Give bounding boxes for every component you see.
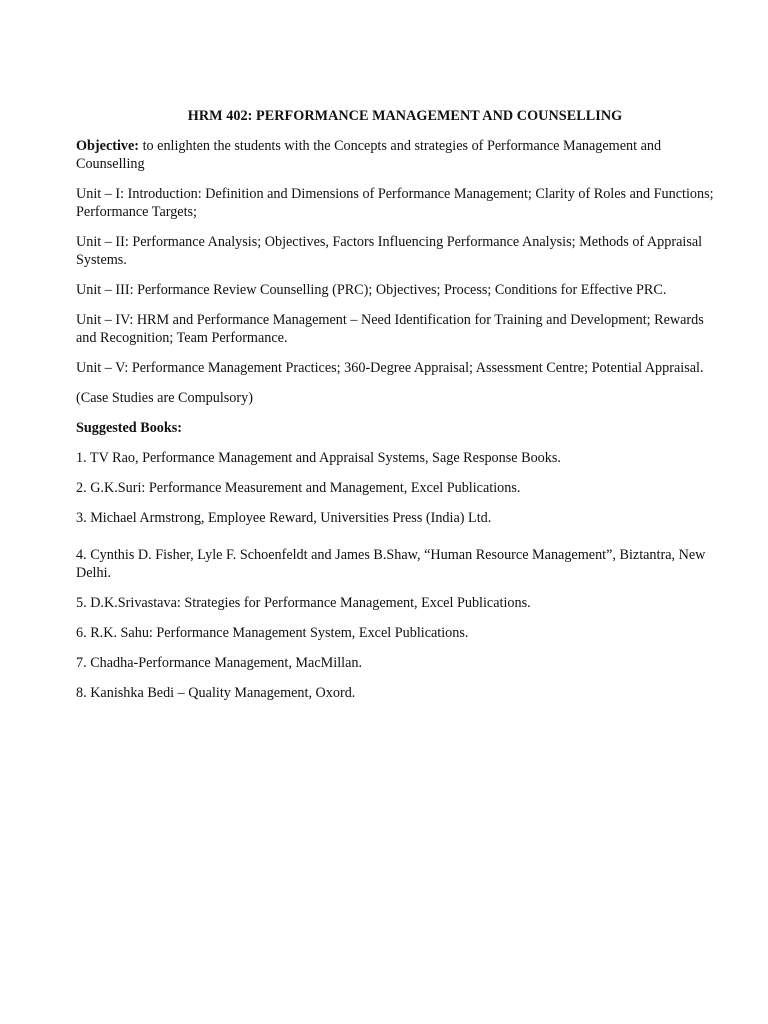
book-3: 3. Michael Armstrong, Employee Reward, Universities Press (India) Ltd.	[76, 510, 492, 526]
book-6: 6. R.K. Sahu: Performance Management System, Excel Publications.	[76, 625, 469, 641]
suggested-books-heading: Suggested Books:	[76, 420, 183, 436]
unit-1: Unit – I: Introduction: Definition and Dimensions of Performance Management; Clarity of Roles and Functions; Performance Targets;	[76, 186, 714, 220]
unit-4: Unit – IV: HRM and Performance Management – Need Identification for Training and Development; Rewards and Recognition; Team Performance.	[76, 312, 704, 346]
unit-3: Unit – III: Performance Review Counselling (PRC); Objectives; Process; Conditions for Effective PRC.	[76, 282, 667, 298]
book-7: 7. Chadha-Performance Management, MacMillan.	[76, 655, 363, 671]
book-8: 8. Kanishka Bedi – Quality Management, Oxord.	[76, 685, 356, 701]
book-1: 1. TV Rao, Performance Management and Appraisal Systems, Sage Response Books.	[76, 450, 561, 466]
book-2: 2. G.K.Suri: Performance Measurement and Management, Excel Publications.	[76, 480, 521, 496]
objective-label: Objective:	[76, 138, 140, 154]
document-content	[76, 107, 726, 714]
unit-5: Unit – V: Performance Management Practices; 360-Degree Appraisal; Assessment Centre; Potential Appraisal.	[76, 360, 704, 376]
book-5: 5. D.K.Srivastava: Strategies for Performance Management, Excel Publications.	[76, 595, 531, 611]
page-title: HRM 402: PERFORMANCE MANAGEMENT AND COUNSELLING	[187, 108, 623, 124]
objective-paragraph	[76, 137, 726, 173]
book-4: 4. Cynthis D. Fisher, Lyle F. Schoenfeldt and James B.Shaw, “Human Resource Management”, Biztantra, New Delhi.	[76, 547, 706, 581]
objective-text: to enlighten the students with the Concepts and strategies of Performance Management and Counselling	[76, 138, 662, 172]
unit-2: Unit – II: Performance Analysis; Objectives, Factors Influencing Performance Analysis; Methods of Appraisal Systems.	[76, 234, 703, 268]
case-studies-note: (Case Studies are Compulsory)	[76, 390, 253, 406]
